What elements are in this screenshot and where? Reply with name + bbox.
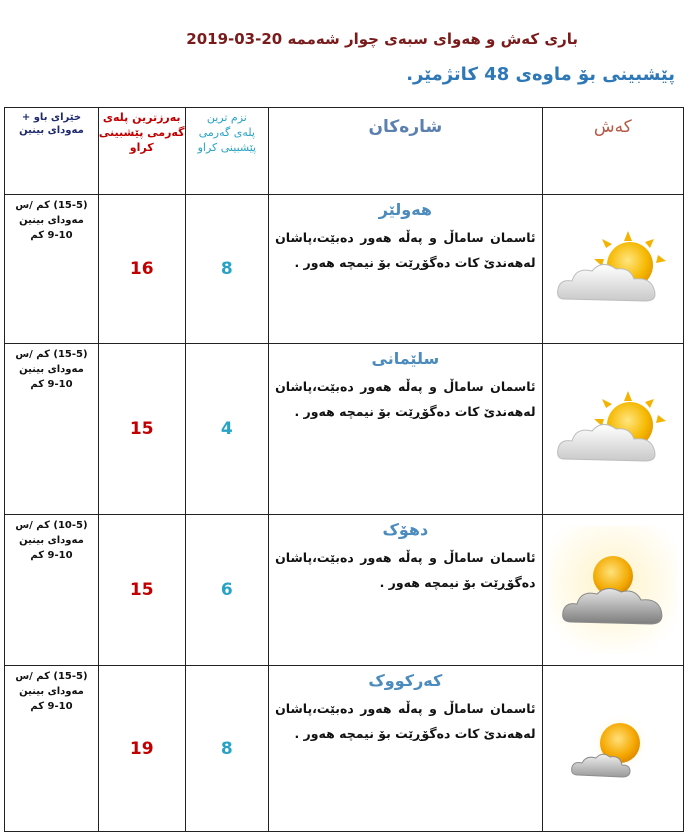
visibility-label: مەودای بینین	[19, 535, 84, 546]
header-weather: کەش	[542, 108, 683, 195]
min-temp: 6	[185, 515, 269, 666]
wind-visibility-cell	[5, 344, 99, 515]
table-row	[5, 195, 684, 344]
forecast-table	[4, 107, 684, 832]
weather-icon-cell	[542, 515, 683, 666]
sun-small-cloud-icon	[568, 709, 658, 789]
max-temp: 15	[98, 515, 185, 666]
city-name: کەرکووک	[368, 671, 443, 690]
table-row	[5, 344, 684, 515]
city-name: دهۆک	[382, 520, 429, 539]
table-header-row	[5, 108, 684, 195]
weather-icon-cell	[542, 666, 683, 832]
wind-visibility-cell	[5, 195, 99, 344]
visibility-value: 9-10 کم	[30, 701, 73, 712]
city-cell	[269, 344, 542, 515]
page-subtitle: پێشبینی بۆ ماوەی 48 کاتژمێر.	[406, 64, 675, 85]
city-name: سلێمانی	[371, 349, 440, 368]
forecast-description: ئاسمان ساماڵ و پەڵە هەور دەبێت،پاشان لەهەندێ کات دەگۆڕێت بۆ نیمچە هەور .	[275, 701, 536, 741]
visibility-label: مەودای بینین	[19, 215, 84, 226]
city-cell	[269, 195, 542, 344]
wind-speed: (10-5) کم /س	[15, 520, 88, 531]
header-max-temp	[98, 108, 185, 195]
wind-speed: (15-5) کم /س	[15, 349, 88, 360]
forecast-description: ئاسمان ساماڵ و پەڵە هەور دەبێت،پاشان لەهەندێ کات دەگۆڕێت بۆ نیمچە هەور .	[275, 379, 536, 419]
visibility-label: مەودای بینین	[19, 364, 84, 375]
visibility-value: 9-10 کم	[30, 379, 73, 390]
wind-visibility-cell	[5, 666, 99, 832]
min-temp: 8	[185, 666, 269, 832]
header-min-line1: نزم ترین	[206, 111, 247, 124]
header-max-line2: گەرمی پێشبینی	[98, 126, 185, 139]
header-min-temp	[185, 108, 269, 195]
max-temp: 16	[98, 195, 185, 344]
page-title: باری کەش و هەوای سبەی چوار شەممە 20-03-2019	[186, 30, 578, 48]
sun-behind-cloud-icon	[549, 526, 677, 654]
header-wind-line2: مەودای بینین	[19, 125, 84, 136]
visibility-label: مەودای بینین	[19, 686, 84, 697]
partly-cloudy-icon	[554, 389, 672, 469]
wind-speed: (15-5) کم /س	[15, 671, 88, 682]
min-temp: 4	[185, 344, 269, 515]
table-row	[5, 515, 684, 666]
weather-icon-cell	[542, 344, 683, 515]
min-temp: 8	[185, 195, 269, 344]
max-temp: 15	[98, 344, 185, 515]
city-cell	[269, 515, 542, 666]
city-name: هەولێر	[378, 200, 432, 219]
header-max-line1: بەرزترین پلەی	[102, 111, 181, 124]
wind-visibility-cell	[5, 515, 99, 666]
table-row	[5, 666, 684, 832]
header-max-line3: کراو	[129, 141, 154, 154]
header-min-line3: پێشبینی کراو	[197, 141, 257, 154]
wind-speed: (15-5) کم /س	[15, 200, 88, 211]
header-wind-line1: خێرای باو +	[21, 112, 82, 123]
city-cell	[269, 666, 542, 832]
visibility-value: 9-10 کم	[30, 230, 73, 241]
forecast-description: ئاسمان ساماڵ و پەڵە هەور دەبێت،پاشان دەگۆڕێت بۆ نیمچە هەور .	[275, 550, 536, 590]
header-cities: شارەکان	[269, 108, 542, 195]
forecast-description: ئاسمان ساماڵ و پەڵە هەور دەبێت،پاشان لەهەندێ کات دەگۆڕێت بۆ نیمچە هەور .	[275, 230, 536, 270]
weather-icon-cell	[542, 195, 683, 344]
visibility-value: 9-10 کم	[30, 550, 73, 561]
partly-cloudy-icon	[554, 229, 672, 309]
header-min-line2: پلەی گەرمی	[198, 126, 255, 139]
max-temp: 19	[98, 666, 185, 832]
header-wind	[5, 108, 99, 195]
